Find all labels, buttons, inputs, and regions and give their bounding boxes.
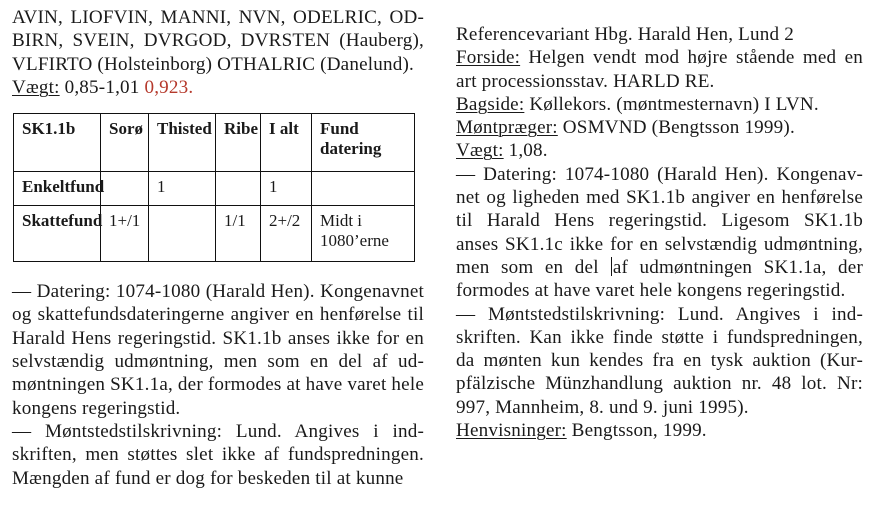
table-row (14, 172, 415, 206)
weight-label-right: Vægt: (456, 140, 504, 162)
references-text: Bengtsson, 1999. (571, 420, 707, 442)
dating-paragraph-right (456, 163, 863, 303)
mint-attribution-paragraph-left (12, 420, 424, 490)
cell-skattefund-ribe: 1/1 (216, 206, 261, 262)
dating-paragraph-left (12, 280, 424, 420)
cell-enkeltfund-i-alt: 1 (261, 172, 312, 206)
table-header-thisted: Thisted (149, 114, 216, 172)
weight-label: Vægt: (12, 76, 60, 98)
table-header-fund-datering (312, 114, 415, 172)
mint-attribution-paragraph-right (456, 303, 863, 419)
references-label: Henvisninger: (456, 420, 567, 442)
weight-line-left (12, 76, 424, 99)
cell-enkeltfund-ribe (216, 172, 261, 206)
obverse-paragraph (456, 46, 863, 93)
fund-datering-line1: Fund (320, 119, 359, 139)
cell-skattefund-thisted (149, 206, 216, 262)
cell-skattefund-i-alt: 2+/2 (261, 206, 312, 262)
table-row (14, 206, 415, 262)
dating-text-left: — Datering: 1074-1080 (Harald Hen). Kongenavnet og skattefundsdateringerne angiver en henførelse til Harald Hens regeringstid. SK1.1b anses ikke for en selvstændig udmøntning, men som en del af ud-møntningen SK1.1a, der formodes at have varet hele kongens regeringstid. (12, 281, 424, 419)
cell-skattefund-fund-datering (312, 206, 415, 262)
right-text-column (444, 0, 873, 520)
table-header-variant: SK1.1b (14, 114, 101, 172)
cell-skattefund-soroe: 1+/1 (101, 206, 149, 262)
reverse-text: Køllekors. (møntmesternavn) I LVN. (529, 93, 819, 115)
moneyer-list-paragraph (12, 6, 424, 76)
weight-line-right (456, 139, 863, 162)
skattefund-datering-line1: Midt i (320, 211, 363, 231)
moneyer-text: OSMVND (Bengtsson 1999). (562, 117, 795, 139)
references-paragraph (456, 419, 863, 442)
obverse-label: Forside: (456, 47, 521, 69)
reference-variant-line (456, 23, 863, 46)
cell-enkeltfund-soroe (101, 172, 149, 206)
table-header-row (14, 114, 415, 172)
moneyer-paragraph (456, 116, 863, 139)
reference-variant-text: Referencevariant Hbg. Harald Hen, Lund 2 (456, 24, 794, 45)
dating-text-right-part2: af udmøntningen SK1.1a, der formodes at have varet hele kongens regeringstid. (456, 256, 863, 302)
cell-enkeltfund-thisted: 1 (149, 172, 216, 206)
row-label-skattefund: Skattefund (14, 206, 101, 262)
table-header-ribe: Ribe (216, 114, 261, 172)
fund-datering-line2: datering (320, 139, 382, 159)
reverse-label: Bagside: (456, 93, 525, 115)
weight-value-right: 1,08. (508, 140, 548, 162)
mint-attribution-text-right: — Møntstedstilskrivning: Lund. Angives i ind-skriften. Kan ikke finde støtte i fundspredningen, da mønten kun kendes fra en tysk auktion (Kur-pfälzische Münzhandlung auktion nr. 48 lot. Nr: 997, Mannheim, 8. und 9. juni 1995). (456, 303, 863, 418)
skattefund-datering-line2: 1080’erne (320, 231, 389, 251)
weight-average-value: 0,923. (144, 76, 194, 98)
table-header-soroe: Sorø (101, 114, 149, 172)
cell-enkeltfund-fund-datering (312, 172, 415, 206)
table-bottom-spacer (12, 262, 424, 280)
table-header-i-alt: I alt (261, 114, 312, 172)
mint-attribution-text-left: — Møntstedstilskrivning: Lund. Angives i ind-skriften, men støttes slet ikke af fundspredningen. Mængden af fund er dog for beskeden til at kunne (12, 420, 424, 489)
reverse-paragraph (456, 93, 863, 116)
moneyer-list-text: AVIN, LIOFVIN, MANNI, NVN, ODELRIC, OD-BIRN, SVEIN, DVRGOD, DVRSTEN (Hauberg), VLFIRTO (Holsteinborg) OTHALRIC (Danelund). (12, 7, 424, 75)
find-distribution-table (13, 113, 415, 262)
weight-range-value: 0,85-1,01 (64, 76, 140, 98)
table-top-spacer (12, 99, 424, 113)
row-label-enkeltfund: Enkeltfund (14, 172, 101, 206)
moneyer-label: Møntpræger: (456, 117, 558, 139)
obverse-text: Helgen vendt mod højre stående med en art processionsstav. HARLD RE. (456, 47, 863, 92)
dating-text-right-part1: — Datering: 1074-1080 (Harald Hen). Kongenav-net og ligheden med SK1.1b angiver en henførelse til Harald Hens regeringstid. Ligesom SK1.1b anses SK1.1c ikke for en selvstændig udmøntning, men som en del (456, 163, 863, 278)
